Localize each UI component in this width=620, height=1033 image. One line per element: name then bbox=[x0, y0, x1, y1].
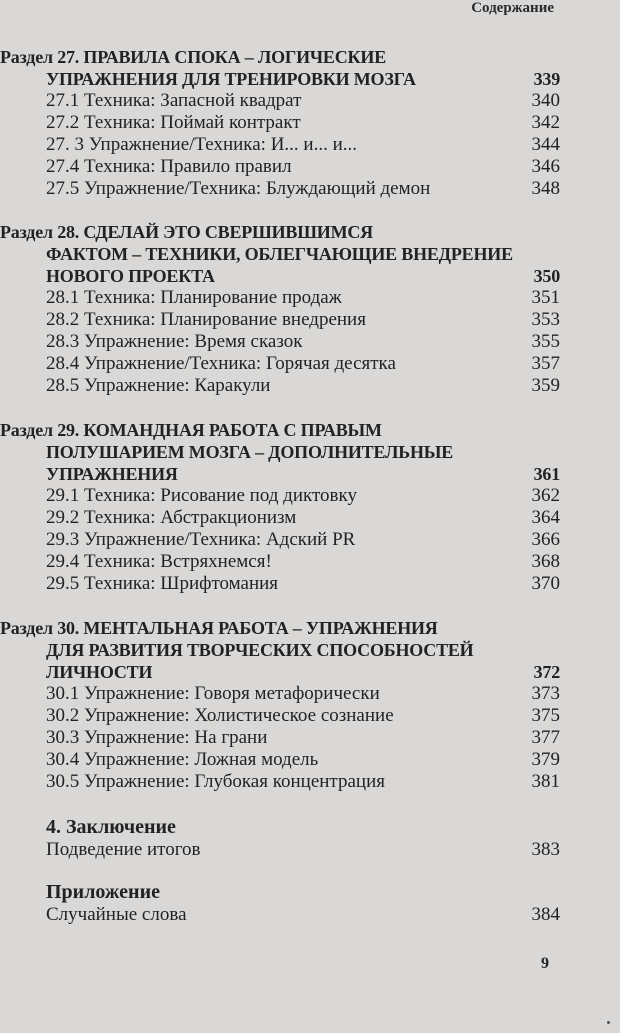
section-page-number: 361 bbox=[533, 464, 560, 484]
toc-entry bbox=[0, 683, 560, 705]
toc-entry bbox=[0, 156, 560, 178]
toc-entry-page: 366 bbox=[531, 529, 560, 550]
toc-entry bbox=[0, 551, 560, 573]
toc-entry-label: 30.2 Упражнение: Холистическое сознание bbox=[46, 705, 394, 726]
toc-entry-page: 383 bbox=[531, 839, 560, 860]
toc-entry-label: 27. 3 Упражнение/Техника: И... и... и... bbox=[46, 134, 358, 155]
toc-entry bbox=[0, 771, 560, 793]
toc-entry-label: 27.2 Техника: Поймай контракт bbox=[46, 112, 301, 133]
toc-entry-page: 370 bbox=[531, 573, 560, 594]
section-heading-line bbox=[0, 68, 560, 90]
appendix-title: Приложение bbox=[46, 881, 160, 903]
toc-entry bbox=[0, 375, 560, 397]
section-heading-line: ФАКТОМ – ТЕХНИКИ, ОБЛЕГЧАЮЩИЕ ВНЕДРЕНИЕ bbox=[46, 244, 513, 264]
toc-entry bbox=[0, 485, 560, 507]
toc-entry-page: 355 bbox=[531, 331, 560, 352]
toc-entry-page: 373 bbox=[531, 683, 560, 704]
toc-entry bbox=[0, 839, 560, 861]
toc-entry-label: 28.5 Упражнение: Каракули bbox=[46, 375, 271, 396]
toc-entry bbox=[0, 904, 560, 926]
section-heading-line: Раздел 29. КОМАНДНАЯ РАБОТА С ПРАВЫМ bbox=[0, 420, 382, 440]
toc-entry bbox=[0, 353, 560, 375]
toc-entry bbox=[0, 727, 560, 749]
toc-entry-page: 342 bbox=[531, 112, 560, 133]
toc-entry-label: 29.5 Техника: Шрифтомания bbox=[46, 573, 279, 594]
toc-entry bbox=[0, 134, 560, 156]
toc-entry-label: Подведение итогов bbox=[46, 839, 201, 860]
toc-section-29 bbox=[0, 419, 560, 595]
toc-section-28 bbox=[0, 221, 560, 397]
toc-entry-page: 381 bbox=[531, 771, 560, 792]
section-page-number: 339 bbox=[533, 69, 560, 89]
toc-entry-label: Случайные слова bbox=[46, 904, 187, 925]
conclusion-title: 4. Заключение bbox=[46, 816, 176, 838]
toc-entry-page: 344 bbox=[531, 134, 560, 155]
running-head: Содержание bbox=[471, 0, 554, 16]
section-heading-line bbox=[0, 661, 560, 683]
toc-entry-label: 28.3 Упражнение: Время сказок bbox=[46, 331, 303, 352]
toc-entry-label: 28.2 Техника: Планирование внедрения bbox=[46, 309, 366, 330]
toc-entry bbox=[0, 309, 560, 331]
toc-entry-label: 29.3 Упражнение/Техника: Адский PR bbox=[46, 529, 356, 550]
toc-appendix bbox=[0, 880, 560, 926]
section-heading-line: ПОЛУШАРИЕМ МОЗГА – ДОПОЛНИТЕЛЬНЫЕ bbox=[46, 442, 454, 462]
section-page-number: 372 bbox=[533, 662, 560, 682]
toc-entry-page: 375 bbox=[531, 705, 560, 726]
toc-entry-label: 28.4 Упражнение/Техника: Горячая десятка bbox=[46, 353, 396, 374]
toc-entry-label: 29.4 Техника: Встряхнемся! bbox=[46, 551, 272, 572]
toc-entry-label: 30.5 Упражнение: Глубокая концентрация bbox=[46, 771, 385, 792]
toc-entry bbox=[0, 112, 560, 134]
toc-entry-label: 28.1 Техника: Планирование продаж bbox=[46, 287, 342, 308]
toc-entry-page: 368 bbox=[531, 551, 560, 572]
toc-entry-label: 29.2 Техника: Абстракционизм bbox=[46, 507, 297, 528]
toc-entry-label: 30.1 Упражнение: Говоря метафорически bbox=[46, 683, 380, 704]
toc-entry bbox=[0, 507, 560, 529]
section-heading-line: ДЛЯ РАЗВИТИЯ ТВОРЧЕСКИХ СПОСОБНОСТЕЙ bbox=[46, 640, 474, 660]
section-heading-line: Раздел 30. МЕНТАЛЬНАЯ РАБОТА – УПРАЖНЕНИЯ bbox=[0, 618, 438, 638]
toc-entry-label: 27.5 Упражнение/Техника: Блуждающий демон bbox=[46, 178, 431, 199]
toc-entry bbox=[0, 90, 560, 112]
toc-entry bbox=[0, 178, 560, 200]
section-page-number: 350 bbox=[533, 266, 560, 286]
toc-entry-label: 27.4 Техника: Правило правил bbox=[46, 156, 292, 177]
toc-entry-page: 348 bbox=[531, 178, 560, 199]
toc-entry-page: 377 bbox=[531, 727, 560, 748]
section-heading-line bbox=[0, 265, 560, 287]
toc-entry-page: 384 bbox=[531, 904, 560, 925]
toc-entry bbox=[0, 749, 560, 771]
toc-entry bbox=[0, 529, 560, 551]
section-heading-line bbox=[0, 463, 560, 485]
toc-entry-page: 362 bbox=[531, 485, 560, 506]
toc-entry-page: 353 bbox=[531, 309, 560, 330]
toc-entry bbox=[0, 573, 560, 595]
section-heading-text: ЛИЧНОСТИ bbox=[46, 662, 153, 682]
section-heading-text: УПРАЖНЕНИЯ ДЛЯ ТРЕНИРОВКИ МОЗГА bbox=[46, 69, 416, 89]
toc-entry-label: 29.1 Техника: Рисование под диктовку bbox=[46, 485, 357, 506]
toc-entry-page: 340 bbox=[531, 90, 560, 111]
toc-conclusion bbox=[0, 815, 560, 861]
toc-section-30 bbox=[0, 617, 560, 793]
page-number: 9 bbox=[541, 955, 549, 972]
toc-entry bbox=[0, 287, 560, 309]
toc-entry-page: 357 bbox=[531, 353, 560, 374]
section-heading-line: Раздел 28. СДЕЛАЙ ЭТО СВЕРШИВШИМСЯ bbox=[0, 222, 373, 242]
print-speck bbox=[607, 1021, 610, 1024]
section-heading-text: УПРАЖНЕНИЯ bbox=[46, 464, 178, 484]
toc-entry-page: 364 bbox=[531, 507, 560, 528]
toc-entry bbox=[0, 331, 560, 353]
toc-entry-label: 30.3 Упражнение: На грани bbox=[46, 727, 268, 748]
toc-entry-label: 30.4 Упражнение: Ложная модель bbox=[46, 749, 319, 770]
toc-entry-page: 346 bbox=[531, 156, 560, 177]
section-heading-line: Раздел 27. ПРАВИЛА СПОКА – ЛОГИЧЕСКИЕ bbox=[0, 47, 386, 67]
toc-entry bbox=[0, 705, 560, 727]
toc-entry-page: 379 bbox=[531, 749, 560, 770]
section-heading-text: НОВОГО ПРОЕКТА bbox=[46, 266, 215, 286]
toc-entry-label: 27.1 Техника: Запасной квадрат bbox=[46, 90, 302, 111]
toc-entry-page: 351 bbox=[531, 287, 560, 308]
toc-section-27 bbox=[0, 46, 560, 200]
toc-entry-page: 359 bbox=[531, 375, 560, 396]
